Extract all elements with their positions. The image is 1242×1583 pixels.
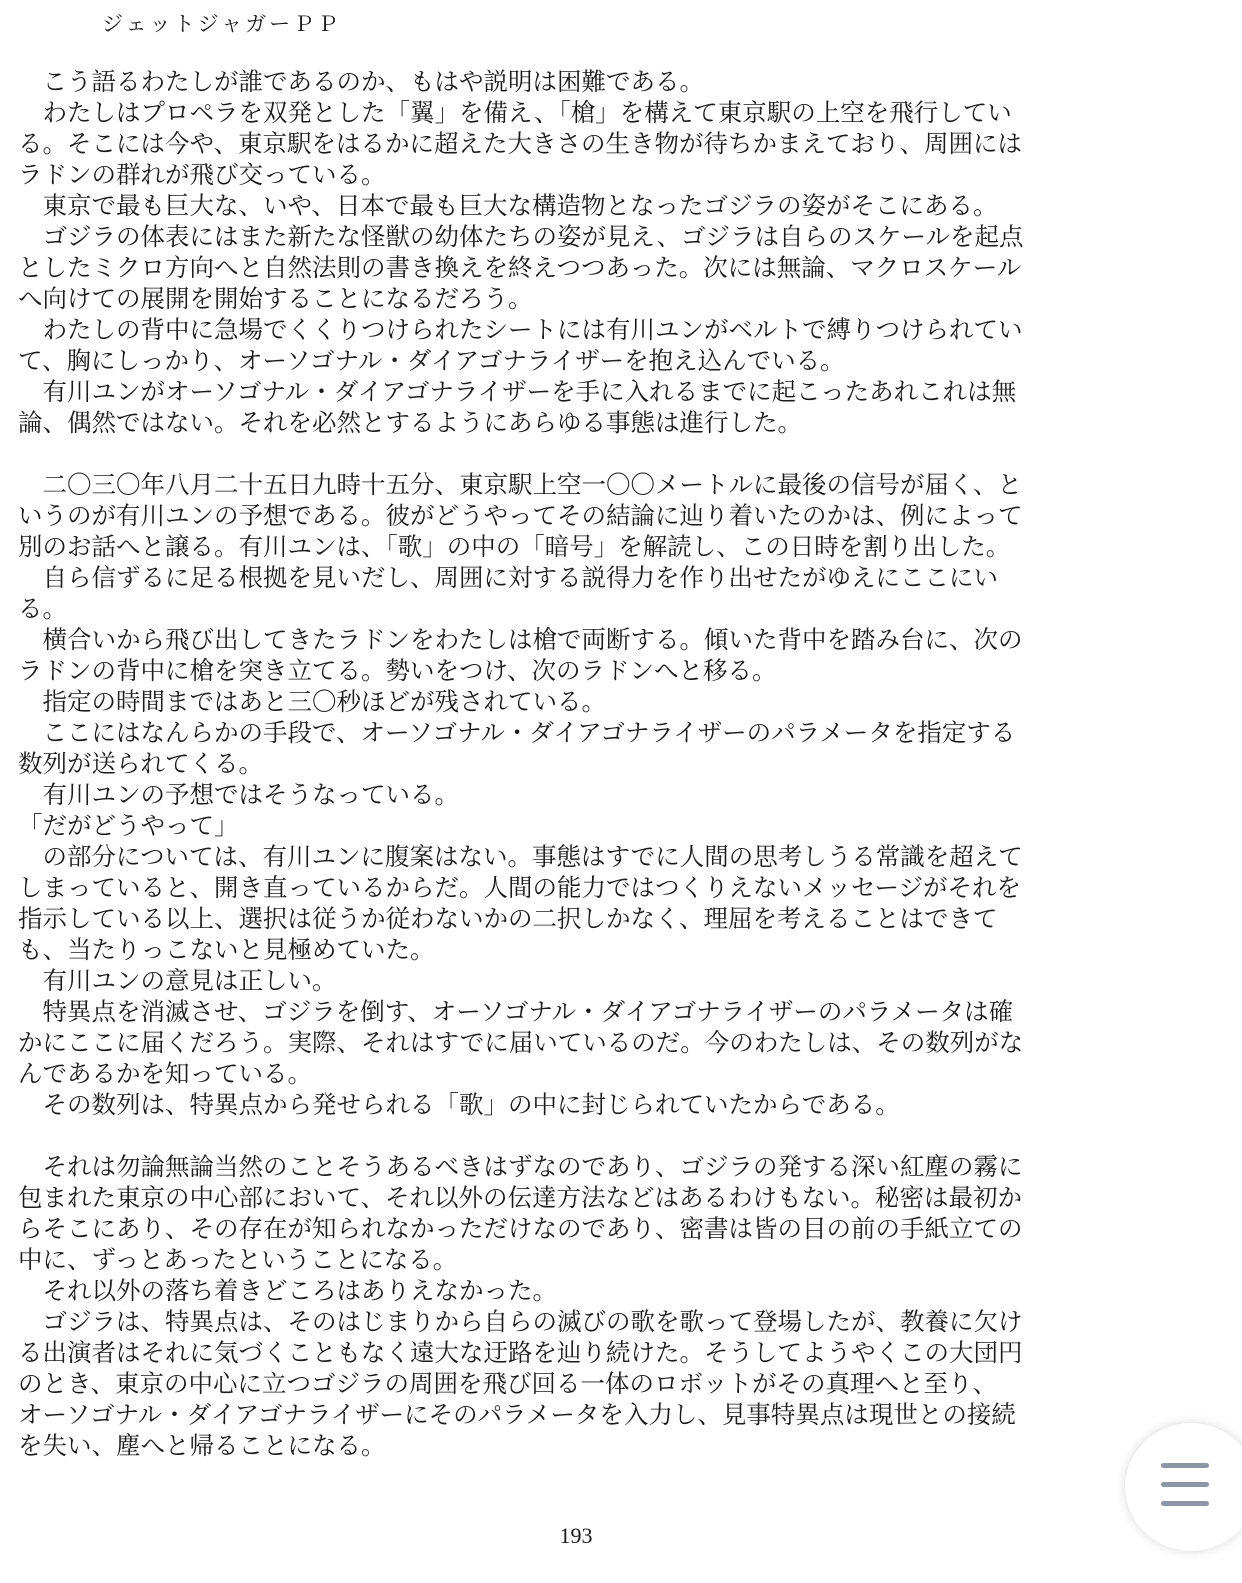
text-line: こう語るわたしが誰であるのか、もはや説明は困難である。 — [18, 67, 704, 96]
text-line: る。 — [18, 594, 67, 623]
page-body-text — [18, 66, 1126, 1461]
paragraph — [18, 965, 1126, 996]
text-line: その数列は、特異点から発せられる「歌」の中に封じられていたからである。 — [18, 1090, 900, 1119]
text-line: て、胸にしっかり、オーソゴナル・ダイアゴナライザーを抱え込んでいる。 — [18, 346, 845, 375]
text-line: かにここに届くだろう。実際、それはすでに届いているのだ。今のわたしは、その数列がな — [18, 1028, 1024, 1057]
text-line: ここにはなんらかの手段で、オーソゴナル・ダイアゴナライザーのパラメータを指定する — [18, 718, 1016, 747]
paragraph — [18, 66, 1126, 97]
text-line: ゴジラは、特異点は、そのはじまりから自らの滅びの歌を歌って登場したが、教養に欠け — [18, 1307, 1023, 1336]
text-line: 中に、ずっとあったということになる。 — [18, 1245, 458, 1274]
paragraph — [18, 779, 1126, 810]
text-line: 別のお話へと譲る。有川ユンは、「歌」の中の「暗号」を解読し、この日時を割り出した。 — [18, 532, 1011, 561]
text-line: ラドンの背中に槍を突き立てる。勢いをつけ、次のラドンへと移る。 — [18, 656, 777, 685]
text-line: の部分については、有川ユンに腹案はない。事態はすでに人間の思考しうる常識を超えて — [18, 842, 1023, 871]
paragraph — [18, 190, 1126, 221]
text-line: 東京で最も巨大な、いや、日本で最も巨大な構造物となったゴジラの姿がそこにある。 — [18, 191, 998, 220]
text-line: 特異点を消滅させ、ゴジラを倒す、オーソゴナル・ダイアゴナライザーのパラメータは確 — [18, 997, 1014, 1026]
paragraph — [18, 717, 1126, 779]
text-line: 指定の時間まではあと三〇秒ほどが残されている。 — [18, 687, 606, 716]
paragraph — [18, 1275, 1126, 1306]
text-line: それは勿論無論当然のことそうあるべきはずなのであり、ゴジラの発する深い紅塵の霧に — [18, 1152, 1023, 1181]
text-line: オーソゴナル・ダイアゴナライザーにそのパラメータを入力し、見事特異点は現世との接続 — [18, 1400, 1016, 1429]
text-line: 「だがどうやって」 — [18, 811, 239, 840]
text-line: しまっていると、開き直っているからだ。人間の能力ではつくりえないメッセージがそれを — [18, 873, 1022, 902]
paragraph — [18, 996, 1126, 1089]
paragraph — [18, 686, 1126, 717]
text-line: 指示している以上、選択は従うか従わないかの二択しかなく、理屈を考えることはできて — [18, 904, 998, 933]
text-line: としたミクロ方向へと自然法則の書き換えを終えつつあった。次には無論、マクロスケール — [18, 253, 1022, 282]
text-line: それ以外の落ち着きどころはありえなかった。 — [18, 1276, 557, 1305]
paragraph — [18, 314, 1126, 376]
paragraph — [18, 1089, 1126, 1120]
text-line: んであるかを知っている。 — [18, 1059, 312, 1088]
paragraph-gap — [18, 438, 1126, 469]
text-line: 二〇三〇年八月二十五日九時十五分、東京駅上空一〇〇メートルに最後の信号が届く、と — [18, 470, 1023, 499]
paragraph — [18, 841, 1126, 965]
paragraph-gap — [18, 1120, 1126, 1151]
text-line: ラドンの群れが飛び交っている。 — [18, 160, 386, 189]
paragraph — [18, 97, 1126, 190]
text-line: 包まれた東京の中心部において、それ以外の伝達方法などはあるわけもない。秘密は最初か — [18, 1183, 1023, 1212]
hamburger-menu-icon — [1161, 1463, 1209, 1507]
paragraph — [18, 624, 1126, 686]
text-line: 有川ユンの意見は正しい。 — [18, 966, 337, 995]
paragraph — [18, 221, 1126, 314]
text-line: わたしの背中に急場でくくりつけられたシートには有川ユンがベルトで縛りつけられてい — [18, 315, 1023, 344]
text-line: ゴジラの体表にはまた新たな怪獣の幼体たちの姿が見え、ゴジラは自らのスケールを起点 — [18, 222, 1024, 251]
page-number: 193 — [559, 1523, 593, 1548]
paragraph — [18, 469, 1126, 562]
text-line: わたしはプロペラを双発とした「翼」を備え、「槍」を構えて東京駅の上空を飛行してい — [18, 98, 1012, 127]
running-header: ジェットジャガーＰＰ — [102, 12, 342, 36]
paragraph — [18, 1306, 1126, 1461]
paragraph — [18, 810, 1126, 841]
text-line: いうのが有川ユンの予想である。彼がどうやってその結論に辿り着いたのかは、例によって — [18, 501, 1023, 530]
text-line: へ向けての展開を開始することになるだろう。 — [18, 284, 533, 313]
paragraph — [18, 1151, 1126, 1275]
text-line: も、当たりっこないと見極めていた。 — [18, 935, 435, 964]
text-line: 横合いから飛び出してきたラドンをわたしは槍で両断する。傾いた背中を踏み台に、次の — [18, 625, 1023, 654]
text-line: を失い、塵へと帰ることになる。 — [18, 1431, 386, 1460]
text-line: らそこにあり、その存在が知られなかっただけなのであり、密書は皆の目の前の手紙立ての — [18, 1214, 1023, 1243]
text-line: のとき、東京の中心に立つゴジラの周囲を飛び回る一体のロボットがその真理へと至り、 — [18, 1369, 998, 1398]
text-line: 論、偶然ではない。それを必然とするようにあらゆる事態は進行した。 — [18, 408, 802, 437]
text-line: る。そこには今や、東京駅をはるかに超えた大きさの生き物が待ちかまえており、周囲には — [18, 129, 1023, 158]
paragraph — [18, 376, 1126, 438]
text-line: 有川ユンの予想ではそうなっている。 — [18, 780, 459, 809]
text-line: 自ら信ずるに足る根拠を見いだし、周囲に対する説得力を作り出せたがゆえにここにい — [18, 563, 998, 592]
text-line: 有川ユンがオーソゴナル・ダイアゴナライザーを手に入れるまでに起こったあれこれは無 — [18, 377, 1017, 406]
text-line: る出演者はそれに気づくこともなく遠大な迂路を辿り続けた。そうしてようやくこの大団円 — [18, 1338, 1023, 1367]
paragraph — [18, 562, 1126, 624]
text-line: 数列が送られてくる。 — [18, 749, 263, 778]
